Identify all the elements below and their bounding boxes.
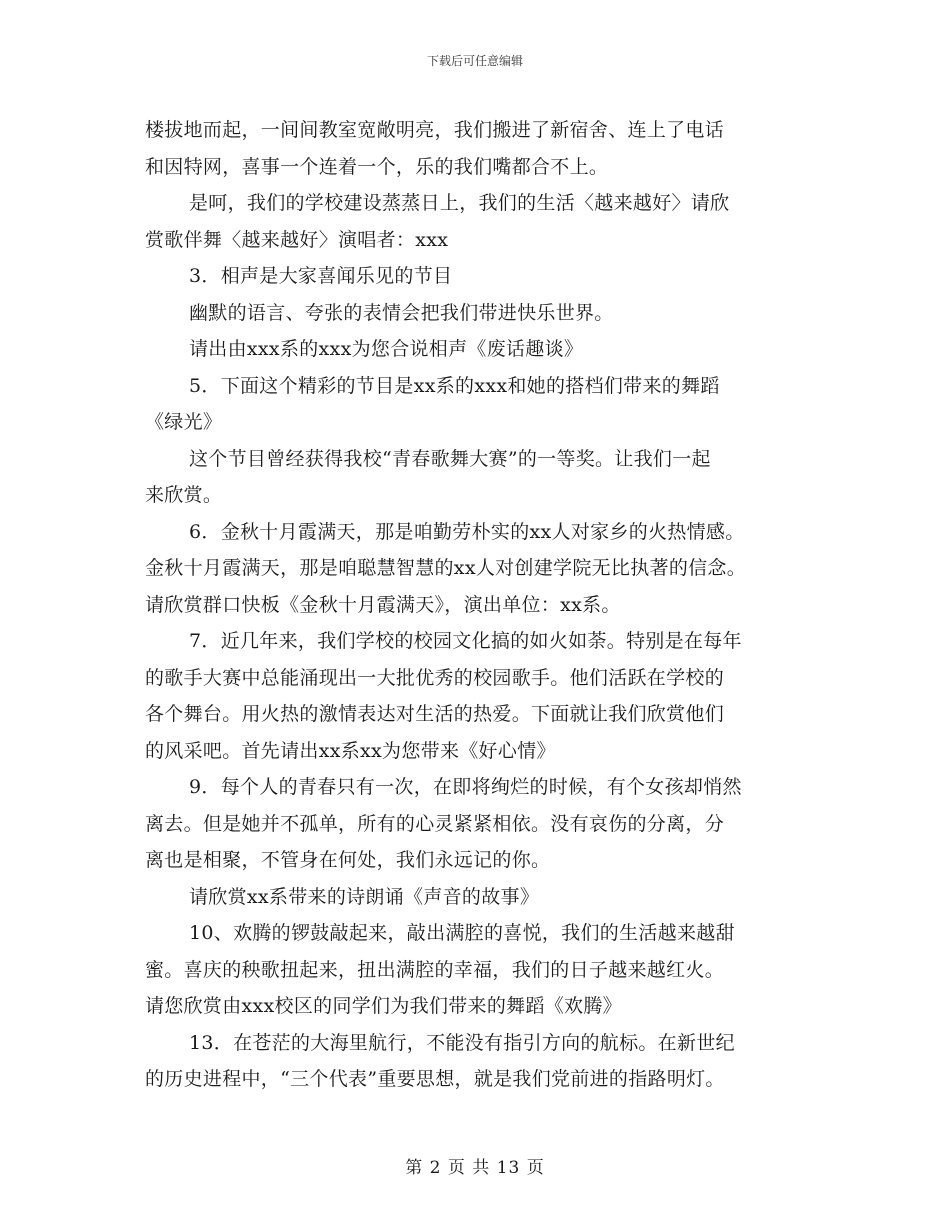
text-line: 这个节目曾经获得我校“青春歌舞大赛”的一等奖。让我们一起	[189, 447, 711, 470]
text-line: 的历史进程中，“三个代表”重要思想，就是我们党前进的指路明灯。	[145, 1068, 725, 1090]
text-line: 离去。但是她并不孤单，所有的心灵紧紧相依。没有哀伤的分离，分	[145, 812, 725, 835]
text-line: 《绿光》	[145, 411, 223, 433]
text-line: 3．相声是大家喜闻乐见的节目	[189, 265, 453, 287]
text-line: 5．下面这个精彩的节目是xx系的xxx和她的搭档们带来的舞蹈	[189, 374, 720, 397]
text-line: 7．近几年来，我们学校的校园文化搞的如火如荼。特别是在每年	[189, 630, 742, 652]
text-line: 9．每个人的青春只有一次，在即将绚烂的时候，有个女孩却悄然	[189, 776, 742, 798]
page-header: 下载后可任意编辑	[426, 54, 523, 68]
text-line: 的歌手大赛中总能涌现出一大批优秀的校园歌手。他们活跃在学校的	[145, 666, 725, 689]
text-line: 请欣赏群口快板《金秋十月霞满天》，演出单位：xx系。	[145, 593, 621, 616]
text-line: 13．在苍茫的大海里航行，不能没有指引方向的航标。在新世纪	[189, 1031, 735, 1054]
text-line: 请您欣赏由xxx校区的同学们为我们带来的舞蹈《欢腾》	[145, 995, 622, 1017]
page-footer: 第 2 页 共 13 页	[405, 1158, 545, 1178]
text-line: 和因特网，喜事一个连着一个，乐的我们嘴都合不上。	[145, 155, 609, 178]
text-line: 各个舞台。用火热的激情表达对生活的热爱。下面就让我们欣赏他们	[145, 703, 725, 725]
text-line: 请欣赏xx系带来的诗朗诵《声音的故事》	[189, 885, 540, 908]
text-line: 赏歌伴舞〈越来越好〉演唱者：xxx	[145, 228, 449, 251]
text-line: 的风采吧。首先请出xx系xx为您带来《好心情》	[145, 739, 556, 762]
document-body	[145, 112, 825, 1098]
text-line: 6．金秋十月霞满天，那是咱勤劳朴实的xx人对家乡的火热情感。	[189, 520, 745, 543]
text-line: 10、欢腾的锣鼓敲起来，敲出满腔的喜悦，我们的生活越来越甜	[189, 922, 735, 944]
text-line: 金秋十月霞满天，那是咱聪慧智慧的xx人对创建学院无比执著的信念。	[145, 557, 747, 579]
text-line: 离也是相聚，不管身在何处，我们永远记的你。	[145, 849, 551, 871]
text-line: 请出由xxx系的xxx为您合说相声《废话趣谈》	[189, 338, 584, 360]
text-line: 蜜。喜庆的秧歌扭起来，扭出满腔的幸福，我们的日子越来越红火。	[145, 958, 725, 981]
text-line: 幽默的语言、夸张的表情会把我们带进快乐世界。	[189, 301, 614, 324]
text-line: 来欣赏。	[145, 484, 223, 506]
text-line: 是呵，我们的学校建设蒸蒸日上，我们的生活〈越来越好〉请欣	[189, 192, 730, 214]
text-line: 楼拔地而起，一间间教室宽敞明亮，我们搬进了新宿舍、连上了电话	[145, 119, 725, 141]
